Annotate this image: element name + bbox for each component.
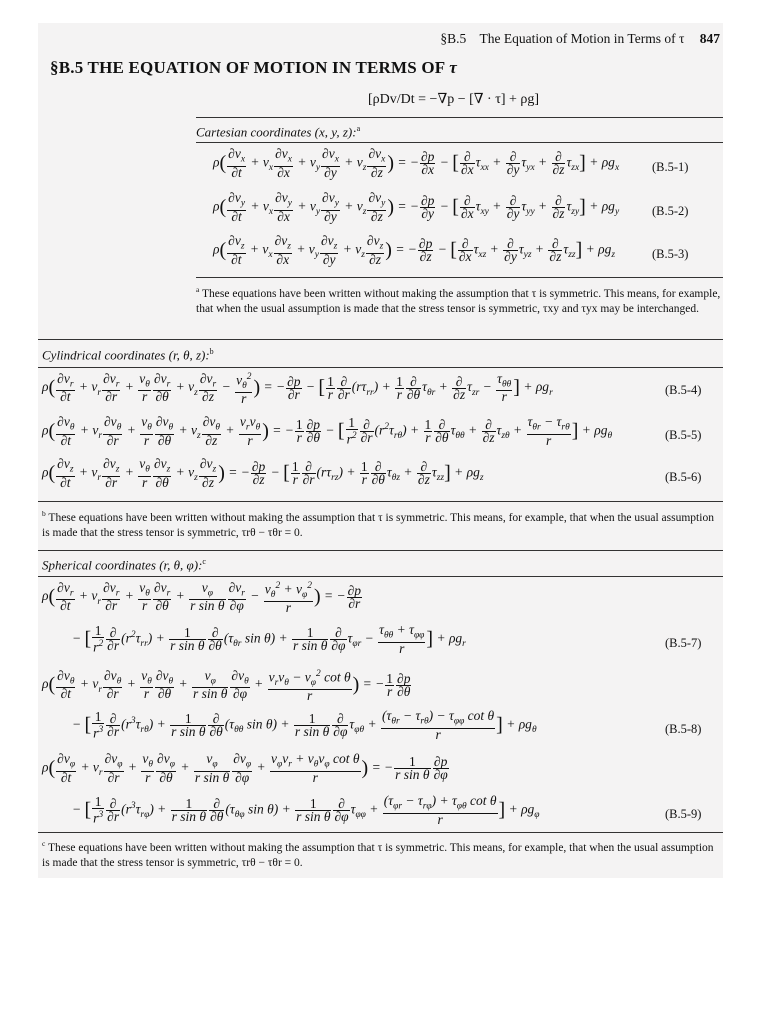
spherical-heading-rule — [38, 576, 723, 577]
page-number: 847 — [699, 31, 720, 46]
cartesian-bottom-rule — [196, 277, 723, 278]
running-header — [440, 31, 720, 47]
equation-b5-3-body: ρ( $\frac{\partial v_z}{\partial t}$ + $v_x$ $\frac{\partial v_z}{\partial x}$ + $v_y$ $\frac{\partial v_z}{\partial y}$ + $v_z$ $\frac{\partial v_z}{\partial z}$ ) = − $\frac{\partial p}{\partial z}$ − [ $\frac{\partial}{\partial x}$ $\tau_{xz}$ + $\frac{\partial}{\partial y}$ $\tau_{yz}$ + $\frac{\partial}{\partial z}$ $\tau_{zz}] + \rho g_z$ — [213, 233, 616, 267]
spherical-top-rule — [38, 550, 723, 551]
equation-number: (B.5-4) — [665, 383, 702, 397]
footnote-c-text: These equations have been written without making the assumption that τ is symmetric. This means, for example, that when the usual assumption is made that the stress tensor is symmetric, τrθ − τθr = 0. — [42, 841, 714, 869]
cartesian-heading-mark: a — [356, 124, 361, 133]
equation-b5-8-rhs: − [ $\frac{1}{r^3}$ $\frac{\partial}{\partial r}$ $(r^3\tau_{r\theta})$ + $\frac{1}{\text{r sin θ}}$ $\frac{\partial}{\partial\theta}$ ($\tau_{\theta\theta}$ sin θ) + $\frac{1}{\text{r sin θ}}$ $\frac{\partial}{\partial\varphi}$ $\tau_{\varphi\theta}$ + $\frac{(\tau_{\theta r} - \tau_{r\theta}) - \tau_{\varphi\varphi} \cot \theta}{r}$ ] + $\rho g_\theta$ — [72, 708, 537, 742]
equation-b5-6-body: ρ( $\frac{\partial v_z}{\partial t}$ + $v_r$ $\frac{\partial v_z}{\partial r}$ + $\frac{v_\theta}{r}$ $\frac{\partial v_z}{\partial\theta}$ + $v_z$ $\frac{\partial v_z}{\partial z}$ ) = − $\frac{\partial p}{\partial z}$ − [ $\frac{1}{r}$ $\frac{\partial}{\partial r}$ $(r\tau_{rz})$ + $\frac{1}{r}$ $\frac{\partial}{\partial\theta}$ $\tau_{\theta z}$ + $\frac{\partial}{\partial z}$ $\tau_{zz}] + \rho g_z$ — [42, 456, 484, 490]
equation-b5-4-body: ρ( $\frac{\partial v_r}{\partial t}$ + $v_r$ $\frac{\partial v_r}{\partial r}$ + $\frac{v_\theta}{r}$ $\frac{\partial v_r}{\partial\theta}$ + $v_z$ $\frac{\partial v_r}{\partial z}$ − $\frac{v_\theta^2}{r}$ ) = − $\frac{\partial p}{\partial r}$ − [ $\frac{1}{r}$ $\frac{\partial}{\partial r}$ $(r\tau_{rr})$ + $\frac{1}{r}$ $\frac{\partial}{\partial\theta}$ $\tau_{\theta r}$ + $\frac{\partial}{\partial z}$ $\tau_{zr}$ − $\frac{\tau_{\theta\theta}}{r}$ ] + $\rho g_r$ — [42, 370, 553, 407]
running-header-title: The Equation of Motion in Terms of τ — [479, 31, 685, 46]
governing-equation: [ρDv/Dt = −∇p − [∇ · τ] + ρg] — [368, 92, 540, 107]
equation-number: (B.5-8) — [665, 722, 702, 736]
spherical-heading — [42, 557, 206, 573]
section-title-text: §B.5 THE EQUATION OF MOTION IN TERMS OF — [50, 58, 445, 77]
footnote-b-text: These equations have been written without making the assumption that τ is symmetric. This means, for example, that when the usual assumption is made that the stress tensor is symmetric, τrθ − τθr = 0. — [42, 511, 714, 539]
footnote-a — [196, 282, 723, 317]
footnote-c-mark: c — [42, 839, 46, 848]
equation-number: (B.5-7) — [665, 636, 702, 650]
footnote-b-mark: b — [42, 509, 46, 518]
equation-b5-9-rhs: − [ $\frac{1}{r^3}$ $\frac{\partial}{\partial r}$ $(r^3\tau_{r\varphi})$ + $\frac{1}{\text{r sin θ}}$ $\frac{\partial}{\partial\theta}$ ($\tau_{\theta\varphi}$ sin θ) + $\frac{1}{\text{r sin θ}}$ $\frac{\partial}{\partial\varphi}$ $\tau_{\varphi\varphi}$ + $\frac{(\tau_{\varphi r} - \tau_{r\varphi}) + \tau_{\varphi\theta} \cot \theta}{r}$ ] + $\rho g_\varphi$ — [72, 793, 540, 827]
equation-number: (B.5-5) — [665, 428, 702, 442]
cartesian-heading — [196, 124, 360, 140]
cylindrical-heading — [42, 347, 214, 363]
equation-b5-9-lhs: ρ( $\frac{\partial v_\varphi}{\partial t}$ + $v_r$ $\frac{\partial v_\varphi}{\partial r}$ + $\frac{v_\theta}{r}$ $\frac{\partial v_\varphi}{\partial\theta}$ + $\frac{v_\varphi}{\text{r sin θ}}$ $\frac{\partial v_\varphi}{\partial\varphi}$ + $\frac{v_\varphi v_r + v_\theta v_\varphi \cot \theta}{r}$ ) = − $\frac{1}{\text{r sin θ}}$ $\frac{\partial p}{\partial\varphi}$ — [42, 751, 448, 785]
equation-number: (B.5-1) — [652, 160, 689, 174]
equation-b5-1-body: ρ( $\frac{\partial v_x}{\partial t}$ + $v_x$ $\frac{\partial v_x}{\partial x}$ + $v_y$ $\frac{\partial v_x}{\partial y}$ + $v_z$ $\frac{\partial v_x}{\partial z}$ ) = − $\frac{\partial p}{\partial x}$ − [ $\frac{\partial}{\partial x}$ $\tau_{xx}$ + $\frac{\partial}{\partial y}$ $\tau_{yx}$ + $\frac{\partial}{\partial z}$ $\tau_{zx}] + \rho g_x$ — [213, 146, 620, 180]
cartesian-heading-rule — [196, 142, 723, 143]
equation-b5-5-body: ρ( $\frac{\partial v_\theta}{\partial t}$ + $v_r$ $\frac{\partial v_\theta}{\partial r}$ + $\frac{v_\theta}{r}$ $\frac{\partial v_\theta}{\partial\theta}$ + $v_z$ $\frac{\partial v_\theta}{\partial z}$ + $\frac{v_rv_\theta}{r}$ ) = − $\frac{1}{r}$ $\frac{\partial p}{\partial\theta}$ − [ $\frac{1}{r^2}$ $\frac{\partial}{\partial r}$ $(r^2\tau_{r\theta})$ + $\frac{1}{r}$ $\frac{\partial}{\partial\theta}$ $\tau_{\theta\theta}$ + $\frac{\partial}{\partial z}$ $\tau_{z\theta}$ + $\frac{\tau_{\theta r} - \tau_{r\theta}}{r}$ ] + $\rho g_\theta$ — [42, 414, 613, 448]
spherical-heading-text: Spherical coordinates (r, θ, φ): — [42, 557, 203, 573]
spherical-heading-mark: c — [202, 557, 206, 566]
cylindrical-bottom-rule — [38, 501, 723, 502]
running-header-section: §B.5 — [440, 31, 467, 46]
equation-number: (B.5-9) — [665, 807, 702, 821]
section-title — [50, 58, 457, 78]
equation-number: (B.5-3) — [652, 247, 689, 261]
section-title-symbol: τ — [449, 58, 457, 77]
equation-number: (B.5-2) — [652, 204, 689, 218]
equation-b5-8-lhs: ρ( $\frac{\partial v_\theta}{\partial t}$ + $v_r$ $\frac{\partial v_\theta}{\partial r}$ + $\frac{v_\theta}{r}$ $\frac{\partial v_\theta}{\partial\theta}$ + $\frac{v_\varphi}{\text{r sin θ}}$ $\frac{\partial v_\theta}{\partial\varphi}$ + $\frac{v_rv_\theta - v_\varphi^2 \cot \theta}{r}$ ) = − $\frac{1}{r}$ $\frac{\partial p}{\partial\theta}$ — [42, 667, 411, 704]
cylindrical-heading-mark: b — [209, 347, 214, 356]
cartesian-top-rule — [196, 117, 723, 118]
cartesian-heading-text: Cartesian coordinates (x, y, z): — [196, 124, 357, 140]
cylindrical-top-rule — [38, 339, 723, 340]
footnote-b — [42, 506, 722, 541]
footnote-c — [42, 836, 722, 871]
footnote-a-mark: a — [196, 285, 200, 294]
equation-b5-7-rhs: − [ $\frac{1}{r^2}$ $\frac{\partial}{\partial r}$ $(r^2\tau_{rr})$ + $\frac{1}{\text{r sin θ}}$ $\frac{\partial}{\partial\theta}$ ($\tau_{\theta r}$ sin θ) + $\frac{1}{\text{r sin θ}}$ $\frac{\partial}{\partial\varphi}$ $\tau_{\varphi r}$ − $\frac{\tau_{\theta\theta} + \tau_{\varphi\varphi}}{r}$ ] + $\rho g_r$ — [72, 622, 466, 656]
equation-b5-2-body: ρ( $\frac{\partial v_y}{\partial t}$ + $v_x$ $\frac{\partial v_y}{\partial x}$ + $v_y$ $\frac{\partial v_y}{\partial y}$ + $v_z$ $\frac{\partial v_y}{\partial z}$ ) = − $\frac{\partial p}{\partial y}$ − [ $\frac{\partial}{\partial x}$ $\tau_{xy}$ + $\frac{\partial}{\partial y}$ $\tau_{yy}$ + $\frac{\partial}{\partial z}$ $\tau_{zy}] + \rho g_y$ — [213, 190, 620, 224]
cylindrical-heading-text: Cylindrical coordinates (r, θ, z): — [42, 347, 210, 363]
spherical-bottom-rule — [38, 832, 723, 833]
cylindrical-heading-rule — [38, 367, 723, 368]
footnote-a-text: These equations have been written without making the assumption that τ is symmetric. This means, for example, that when the usual assumption is made that the stress tensor is symmetric, τxy and τyx may be interchanged. — [196, 287, 721, 315]
equation-b5-7-lhs: ρ( $\frac{\partial v_r}{\partial t}$ + $v_r$ $\frac{\partial v_r}{\partial r}$ + $\frac{v_\theta}{r}$ $\frac{\partial v_r}{\partial\theta}$ + $\frac{v_\varphi}{\text{r sin θ}}$ $\frac{\partial v_r}{\partial\varphi}$ − $\frac{v_\theta^2 + v_\varphi^2}{r}$ ) = − $\frac{\partial p}{\partial r}$ — [42, 579, 362, 616]
equation-number: (B.5-6) — [665, 470, 702, 484]
